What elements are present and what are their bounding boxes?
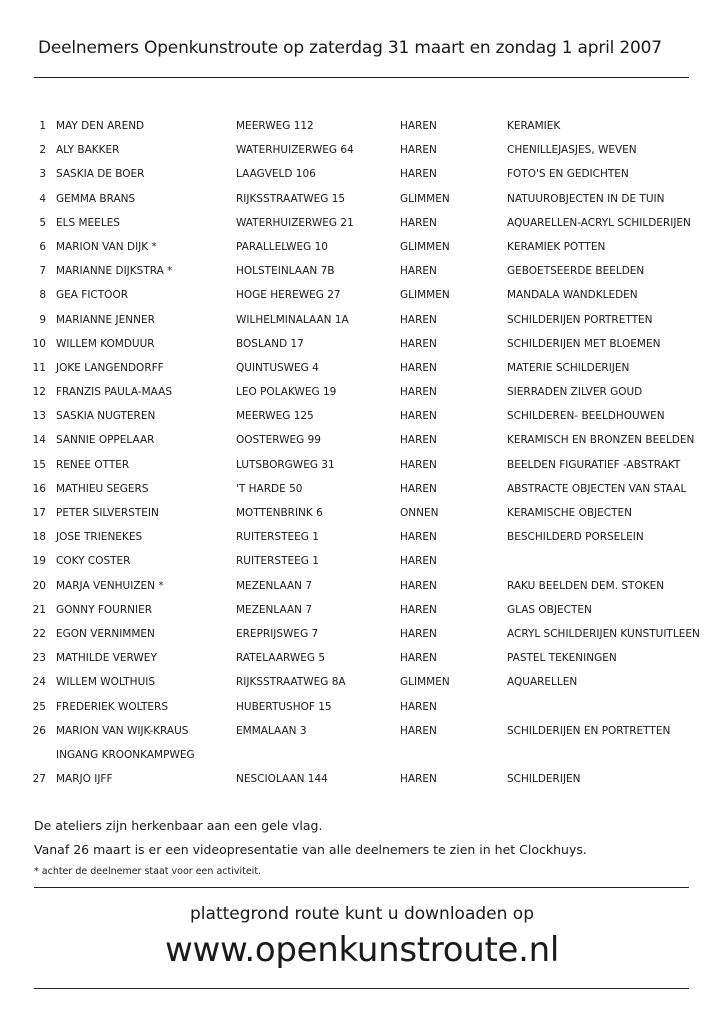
participant-name: JOKE LANGENDORFF [56, 361, 164, 374]
participant-name: MARION VAN WIJK-KRAUS [56, 724, 189, 737]
participant-art: GEBOETSEERDE BEELDEN [507, 265, 645, 278]
participant-place: HAREN [400, 700, 437, 713]
participant-address: HUBERTUSHOF 15 [236, 700, 332, 713]
participant-number: 15 [32, 458, 46, 471]
participant-name: EGON VERNIMMEN [56, 627, 155, 640]
participant-address: OOSTERWEG 99 [236, 434, 321, 447]
participant-name: SASKIA DE BOER [56, 168, 145, 181]
participant-art: SCHILDERIJEN [507, 773, 581, 786]
participant-address: 'T HARDE 50 [236, 482, 303, 495]
participant-address: WATERHUIZERWEG 64 [236, 144, 354, 157]
participant-number: 4 [39, 192, 46, 205]
table-row [0, 598, 724, 622]
table-row [0, 235, 724, 259]
participant-address: LAAGVELD 106 [236, 168, 316, 181]
table-row [0, 332, 724, 356]
participant-number: 26 [32, 724, 46, 737]
participant-name: JOSE TRIENEKES [56, 531, 143, 544]
table-row [0, 428, 724, 452]
table-row [0, 211, 724, 235]
participant-art: BESCHILDERD PORSELEIN [507, 531, 644, 544]
download-text: plattegrond route kunt u downloaden op [190, 904, 534, 924]
participant-name: GEA FICTOOR [56, 289, 128, 302]
participant-art: CHENILLEJASJES, WEVEN [507, 144, 637, 157]
participant-number: 14 [32, 434, 46, 447]
participant-address: MEZENLAAN 7 [236, 579, 312, 592]
participant-place: HAREN [400, 386, 437, 399]
website-link[interactable]: www.openkunstroute.nl [164, 930, 560, 970]
participant-number: 22 [32, 627, 46, 640]
participant-art: SCHILDEREN- BEELDHOUWEN [507, 410, 665, 423]
participant-place: ONNEN [400, 507, 439, 519]
table-row [0, 308, 724, 332]
table-row [0, 670, 724, 694]
participant-place: GLIMMEN [400, 289, 450, 302]
participant-name: PETER SILVERSTEIN [56, 507, 159, 519]
table-row [0, 283, 724, 307]
table-row [0, 719, 724, 743]
table-row [0, 259, 724, 283]
participant-address: RATELAARWEG 5 [236, 652, 326, 665]
participant-place: HAREN [400, 313, 437, 326]
table-row [0, 453, 724, 477]
participant-address: RIJKSSTRAATWEG 8A [236, 676, 346, 689]
participant-art: ACRYL SCHILDERIJEN KUNSTUITLEEN [507, 627, 700, 640]
participant-address: QUINTUSWEG 4 [236, 361, 319, 374]
table-row [0, 356, 724, 380]
participant-address: RUITERSTEEG 1 [236, 555, 319, 568]
table-row [0, 380, 724, 404]
participant-place: HAREN [400, 144, 437, 157]
participant-number: 7 [39, 265, 46, 278]
participant-art: BEELDEN FIGURATIEF -ABSTRAKT [507, 458, 681, 471]
participant-name: MATHILDE VERWEY [56, 652, 157, 665]
participant-art: ABSTRACTE OBJECTEN VAN STAAL [507, 482, 687, 495]
participant-art: PASTEL TEKENINGEN [507, 652, 617, 665]
participant-number: 17 [32, 507, 46, 519]
top-divider [34, 77, 689, 78]
participant-art: KERAMIEK POTTEN [507, 240, 606, 253]
table-row [0, 138, 724, 162]
participant-art: RAKU BEELDEN DEM. STOKEN [507, 579, 665, 592]
participant-art: KERAMISCH EN BRONZEN BEELDEN [507, 434, 695, 447]
participant-name: COKY COSTER [56, 555, 131, 568]
participant-art: KERAMIEK [507, 120, 561, 132]
participant-art: NATUUROBJECTEN IN DE TUIN [507, 192, 665, 205]
asterisk-note: * achter de deelnemer staat voor een activiteit. [34, 866, 262, 877]
table-row [0, 549, 724, 573]
participant-place: HAREN [400, 434, 437, 447]
participant-place: HAREN [400, 168, 437, 181]
participant-number: 6 [39, 240, 46, 253]
table-row [0, 646, 724, 670]
participant-art: SCHILDERIJEN PORTRETTEN [507, 313, 653, 326]
participant-name: ALY BAKKER [56, 144, 120, 157]
participant-address: MEERWEG 125 [236, 410, 314, 423]
participant-place: HAREN [400, 652, 437, 665]
participant-art: AQUARELLEN [507, 676, 578, 689]
participant-name: MARIANNE DIJKSTRA * [56, 265, 173, 278]
participant-number: 27 [32, 773, 46, 786]
participant-address: RIJKSSTRAATWEG 15 [236, 192, 346, 205]
participant-name: MARIANNE JENNER [56, 313, 155, 326]
participant-place: GLIMMEN [400, 240, 450, 253]
participant-art: MATERIE SCHILDERIJEN [507, 361, 630, 374]
participant-number: 25 [32, 700, 46, 713]
participant-name: SANNIE OPPELAAR [56, 434, 155, 447]
participant-number: 19 [32, 555, 46, 568]
participant-address: WATERHUIZERWEG 21 [236, 216, 354, 229]
participant-place: GLIMMEN [400, 192, 450, 205]
participant-number: 16 [32, 482, 46, 495]
participant-place: HAREN [400, 337, 437, 350]
participant-art: GLAS OBJECTEN [507, 603, 592, 616]
table-row [0, 501, 724, 525]
participant-name: MARJO IJFF [56, 773, 113, 786]
participant-address: RUITERSTEEG 1 [236, 531, 319, 544]
participant-number: 2 [39, 144, 46, 157]
participant-name: GEMMA BRANS [56, 192, 136, 205]
participant-name: INGANG KROONKAMPWEG [56, 748, 195, 761]
participant-address: LEO POLAKWEG 19 [236, 386, 337, 399]
participant-name: WILLEM KOMDUUR [56, 337, 155, 350]
table-row [0, 404, 724, 428]
participant-place: HAREN [400, 361, 437, 374]
table-row [0, 622, 724, 646]
participant-place: HAREN [400, 458, 437, 471]
participant-address: HOGE HEREWEG 27 [236, 289, 341, 302]
participant-place: GLIMMEN [400, 676, 450, 689]
flag-note: De ateliers zijn herkenbaar aan een gele vlag. [34, 818, 323, 833]
table-row [0, 162, 724, 186]
participant-name: MARION VAN DIJK * [56, 240, 157, 253]
participant-address: MEZENLAAN 7 [236, 603, 312, 616]
participant-name: MAY DEN AREND [56, 120, 145, 132]
participant-name: MARJA VENHUIZEN * [56, 579, 164, 592]
table-row [0, 525, 724, 549]
participant-place: HAREN [400, 265, 437, 278]
participant-art: KERAMISCHE OBJECTEN [507, 507, 633, 519]
participant-number: 5 [39, 216, 46, 229]
participant-number: 8 [39, 289, 46, 302]
participant-number: 21 [32, 603, 46, 616]
participant-address: EMMALAAN 3 [236, 724, 307, 737]
participant-number: 24 [32, 676, 46, 689]
participant-place: HAREN [400, 579, 437, 592]
participant-art: AQUARELLEN-ACRYL SCHILDERIJEN [507, 216, 691, 229]
participant-number: 23 [32, 652, 46, 665]
participant-address: WILHELMINALAAN 1A [236, 313, 349, 326]
participant-address: HOLSTEINLAAN 7B [236, 265, 335, 278]
participant-name: WILLEM WOLTHUIS [56, 676, 156, 689]
table-row [0, 114, 724, 138]
participant-address: MOTTENBRINK 6 [236, 507, 323, 519]
footer-divider-bottom [34, 988, 689, 989]
participant-address: BOSLAND 17 [236, 337, 304, 350]
footer-divider-top [34, 887, 689, 888]
table-row [0, 187, 724, 211]
table-row [0, 477, 724, 501]
table-row [0, 743, 724, 767]
table-row [0, 574, 724, 598]
participant-address: LUTSBORGWEG 31 [236, 458, 335, 471]
participant-address: EREPRIJSWEG 7 [236, 627, 319, 640]
participant-place: HAREN [400, 531, 437, 544]
participant-address: NESCIOLAAN 144 [236, 773, 328, 786]
table-row [0, 767, 724, 791]
participant-place: HAREN [400, 724, 437, 737]
table-row [0, 695, 724, 719]
participant-number: 20 [32, 579, 46, 592]
participant-place: HAREN [400, 627, 437, 640]
participant-name: FREDERIEK WOLTERS [56, 700, 168, 713]
participant-number: 9 [39, 313, 46, 326]
participant-art: SCHILDERIJEN EN PORTRETTEN [507, 724, 671, 737]
video-note: Vanaf 26 maart is er een videopresentatie van alle deelnemers te zien in het Clockhuys. [34, 842, 587, 857]
participant-name: MATHIEU SEGERS [56, 482, 149, 495]
page-title: Deelnemers Openkunstroute op zaterdag 31 maart en zondag 1 april 2007 [38, 38, 662, 58]
participant-number: 11 [32, 361, 46, 374]
participant-place: HAREN [400, 216, 437, 229]
participant-place: HAREN [400, 410, 437, 423]
participant-address: PARALLELWEG 10 [236, 240, 328, 253]
participant-number: 12 [32, 386, 46, 399]
participant-art: SIERRADEN ZILVER GOUD [507, 386, 643, 399]
participant-name: GONNY FOURNIER [56, 603, 153, 616]
participant-name: SASKIA NUGTEREN [56, 410, 156, 423]
participant-place: HAREN [400, 773, 437, 786]
participant-number: 3 [39, 168, 46, 181]
participant-place: HAREN [400, 120, 437, 132]
participant-number: 10 [32, 337, 46, 350]
participant-name: RENEE OTTER [56, 458, 130, 471]
participant-art: MANDALA WANDKLEDEN [507, 289, 638, 302]
participant-address: MEERWEG 112 [236, 120, 314, 132]
participants-list [0, 114, 724, 791]
participant-place: HAREN [400, 555, 437, 568]
participant-place: HAREN [400, 603, 437, 616]
participant-place: HAREN [400, 482, 437, 495]
participant-number: 18 [32, 531, 46, 544]
participant-art: FOTO'S EN GEDICHTEN [507, 168, 629, 181]
participant-name: ELS MEELES [56, 216, 120, 229]
participant-number: 1 [39, 120, 46, 132]
participant-number: 13 [32, 410, 46, 423]
participant-art: SCHILDERIJEN MET BLOEMEN [507, 337, 661, 350]
participant-name: FRANZIS PAULA-MAAS [56, 386, 172, 399]
